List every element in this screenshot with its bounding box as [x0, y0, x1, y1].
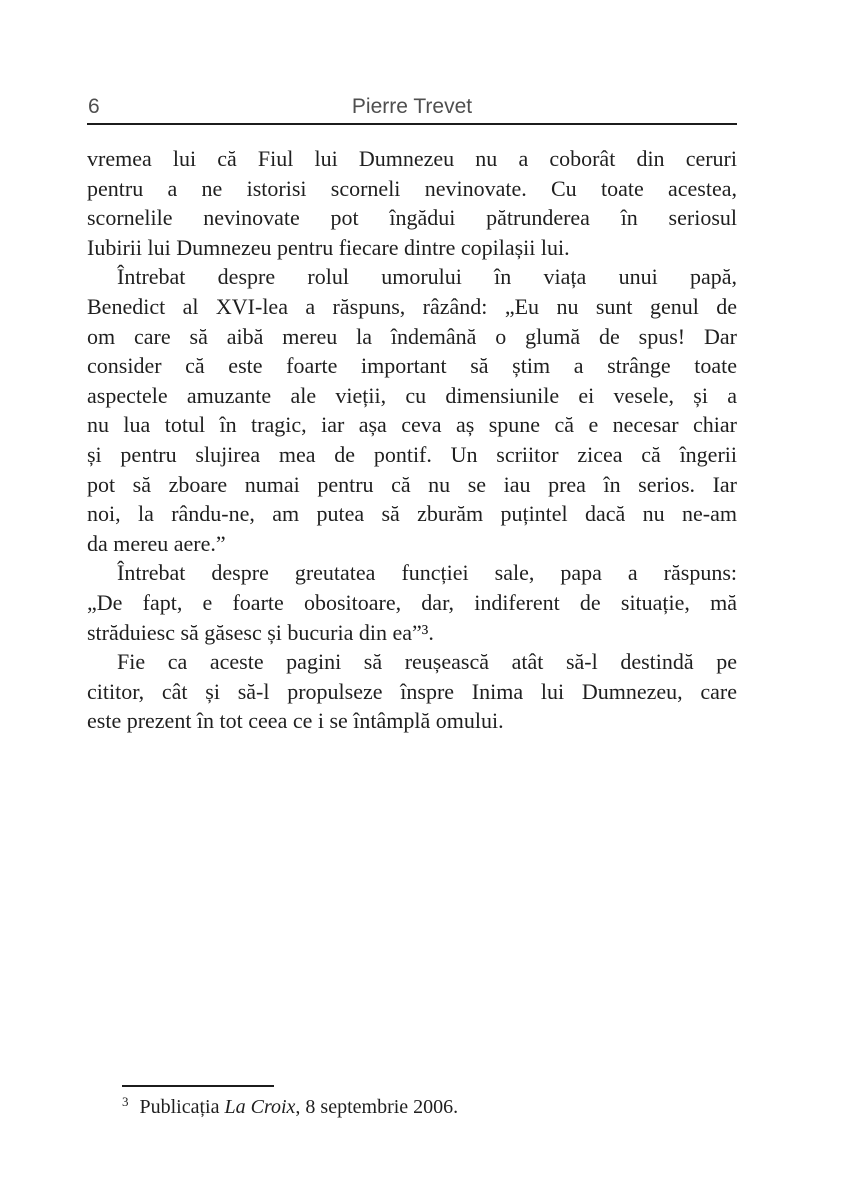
paragraph — [87, 558, 737, 647]
text-line: Întrebat despre greutatea funcției sale, papa a răspuns: — [117, 560, 737, 586]
paragraph — [87, 647, 737, 736]
text-line: Iubirii lui Dumnezeu pentru fiecare dintre copilașii lui. — [87, 234, 570, 260]
footnote-publication-name: La Croix — [224, 1096, 296, 1118]
text-line: om care să aibă mereu la îndemână o glumă de spus! Dar — [87, 323, 737, 349]
paragraph — [87, 262, 737, 558]
text-line: Întrebat despre rolul umorului în viața unui papă, — [117, 264, 737, 290]
text-line: cititor, cât și să-l propulseze înspre Inima lui Dumnezeu, care — [87, 678, 737, 704]
page-number: 6 — [88, 95, 100, 118]
footnote-text — [122, 1094, 737, 1122]
text-line: pot să zboare numai pentru că nu se iau prea în serios. Iar — [87, 471, 737, 497]
running-title: Pierre Trevet — [351, 95, 473, 118]
text-line: „De fapt, e foarte obositoare, dar, indiferent de situație, mă — [87, 589, 737, 615]
paragraph — [87, 144, 737, 262]
footnote-marker: 3 — [122, 1094, 129, 1109]
text-line: aspectele amuzante ale vieții, cu dimensiunile ei vesele, și a — [87, 382, 737, 408]
footnote-text-after: , 8 septembrie 2006. — [295, 1096, 459, 1118]
text-line: scornelile nevinovate pot îngădui pătrunderea în seriosul — [87, 205, 737, 231]
footnote-separator-rule — [122, 1085, 274, 1087]
text-line: consider că este foarte important să știm a strânge toate — [87, 353, 737, 379]
text-line: Benedict al XVI-lea a răspuns, râzând: „Eu nu sunt genul de — [87, 293, 737, 319]
text-line: pentru a ne istorisi scorneli nevinovate. Cu toate acestea, — [87, 175, 737, 201]
text-line: da mereu aere.” — [87, 530, 226, 556]
text-line: este prezent în tot ceea ce i se întâmplă omului. — [87, 708, 504, 734]
footnote-text-before: Publicația — [139, 1096, 225, 1118]
text-line: vremea lui că Fiul lui Dumnezeu nu a coborât din ceruri — [87, 146, 737, 171]
body-text — [87, 144, 737, 736]
footnote — [122, 1085, 737, 1122]
text-line: străduiesc să găsesc și bucuria din ea”³. — [87, 619, 434, 645]
text-line: nu lua totul în tragic, iar așa ceva aș spune că e necesar chiar — [87, 412, 737, 438]
text-line: și pentru slujirea mea de pontif. Un scriitor zicea că îngerii — [87, 441, 737, 467]
text-line: noi, la rându-ne, am putea să zburăm puțintel dacă nu ne-am — [87, 501, 737, 527]
running-header — [87, 90, 737, 125]
text-line: Fie ca aceste pagini să reușească atât să-l destindă pe — [117, 649, 737, 675]
